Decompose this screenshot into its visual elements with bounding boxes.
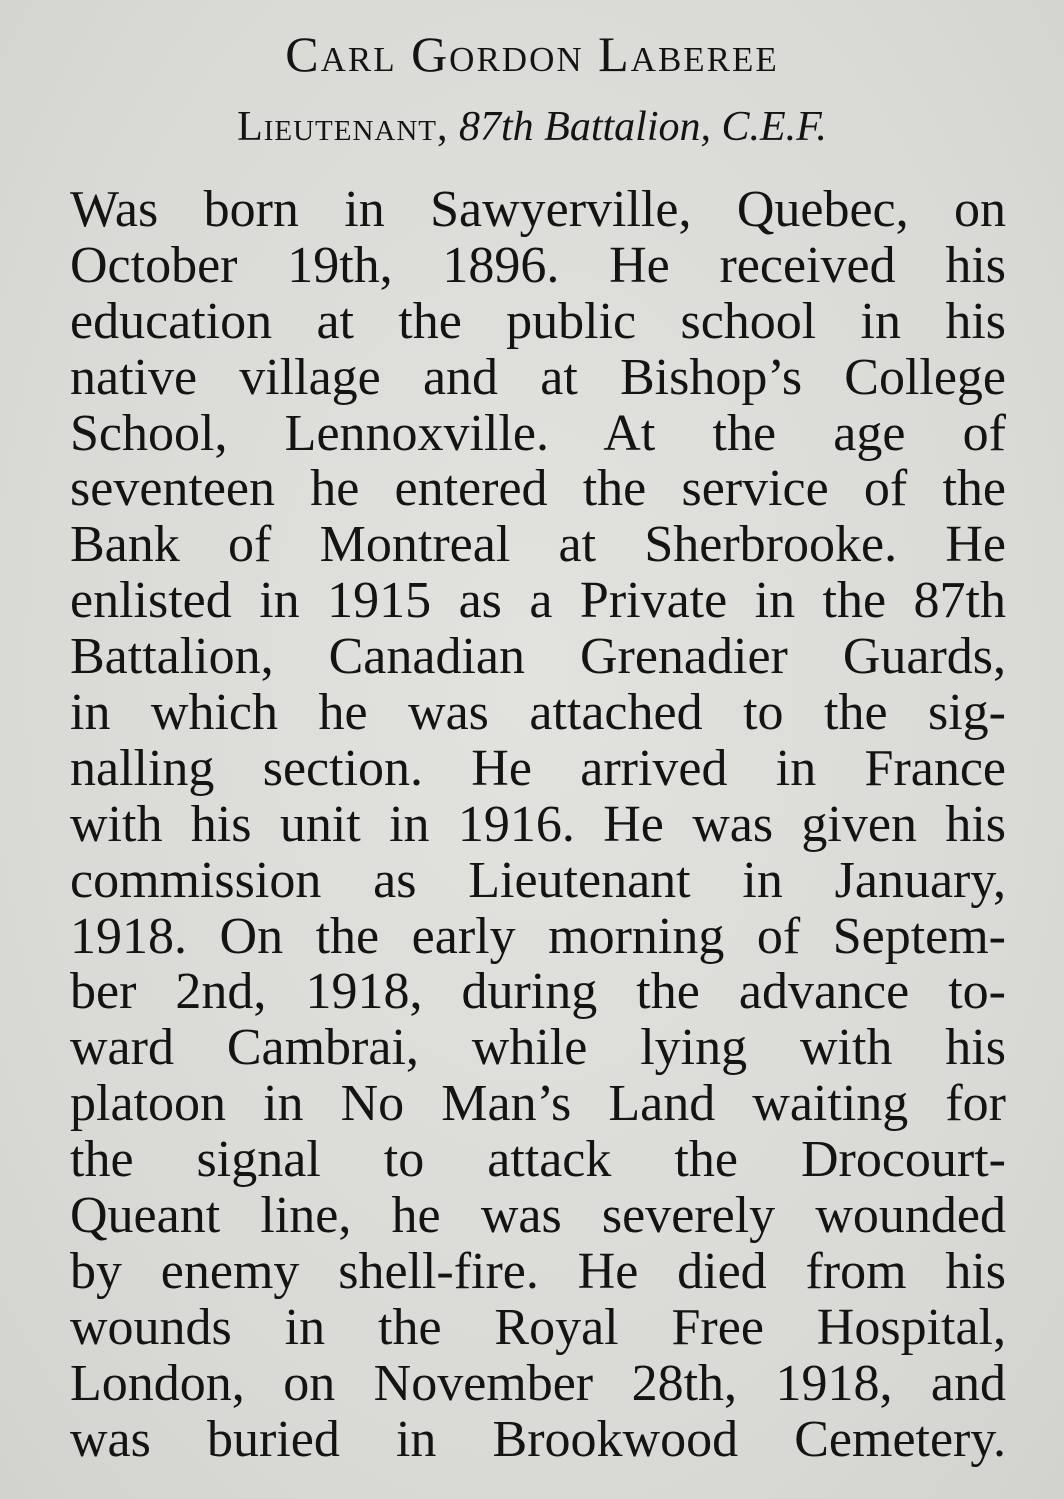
biography-line: native village and at Bishop’s College [70,349,1006,406]
person-name-heading: Carl Gordon Laberee [285,26,779,82]
biography-line: with his unit in 1916. He was given his [70,796,1006,853]
biography-line: October 19th, 1896. He received his [70,237,1006,294]
biography-line: enlisted in 1915 as a Private in the 87th [70,573,1006,630]
biography-line: London, on November 28th, 1918, and [70,1355,1006,1412]
biography-line: ber 2nd, 1918, during the advance to- [70,964,1006,1021]
biography-line: Was born in Sawyerville, Quebec, on [70,182,1006,238]
biography-line: Queant line, he was severely wounded [70,1188,1006,1244]
biography-line: Bank of Montreal at Sherbrooke. He [70,517,1006,574]
biography-line: platoon in No Man’s Land waiting for [70,1076,1006,1133]
biography-line: seventeen he entered the service of the [70,461,1006,518]
biography-line: the signal to attack the Drocourt- [70,1132,1006,1189]
biography-line: wounds in the Royal Free Hospital, [70,1299,1006,1356]
rank-label: Lieutenant, [237,104,449,150]
biography-line: ward Cambrai, while lying with his [70,1020,1006,1077]
biography-line: education at the public school in his [70,293,1006,350]
biography-line: commission as Lieutenant in January, [70,852,1006,909]
biography-line: was buried in Brookwood Cemetery. [70,1411,1006,1468]
biography-line: in which he was attached to the sig- [70,685,1006,741]
biography-line: School, Lennoxville. At the age of [70,405,1006,462]
biography-line: nalling section. He arrived in France [70,740,1006,797]
biography-line: Battalion, Canadian Grenadier Guards, [70,629,1006,686]
rank-unit-line [0,102,1064,152]
biography-line: by enemy shell-fire. He died from his [70,1243,1006,1300]
biography-line: 1918. On the early morning of Septem- [70,908,1006,965]
biography-paragraph [70,182,1006,1467]
unit-label: 87th Battalion, C.E.F. [459,104,827,150]
